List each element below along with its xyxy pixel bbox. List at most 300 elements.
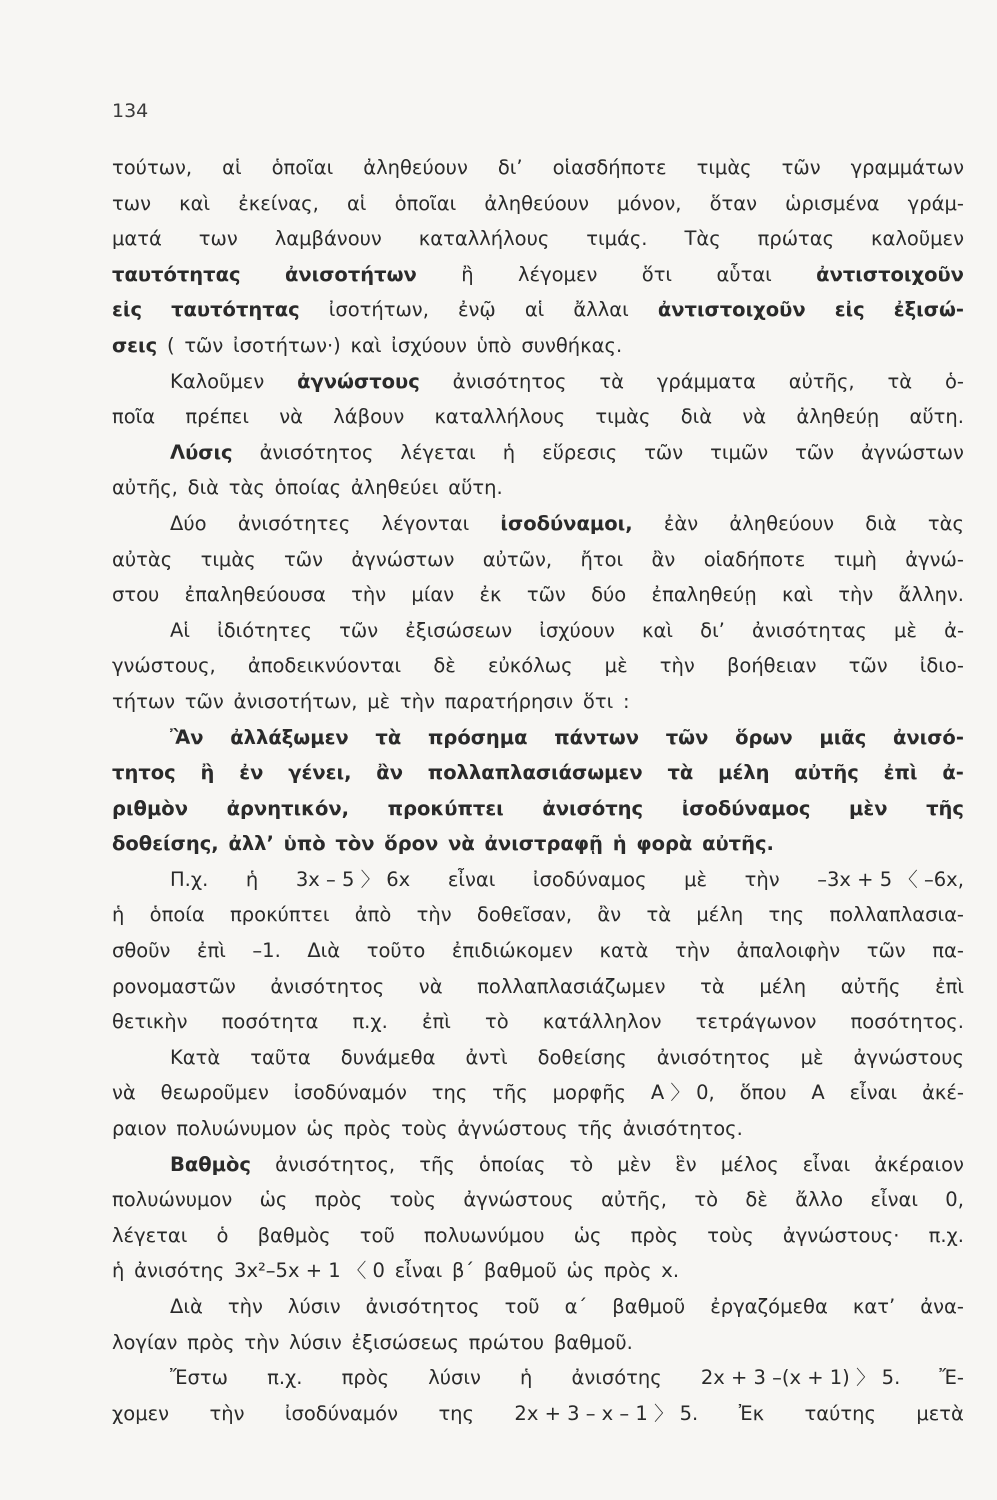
word: ἐκείνας, [238,191,319,215]
word: ἀποδεικνύονται [247,654,402,678]
word: Διὰ [170,1295,203,1318]
word: τιμὰς [696,156,752,179]
word: Βαθμὸς [170,1152,251,1176]
word: ἰσοτήτων, [328,298,429,322]
word: π.χ. [267,1366,303,1390]
word: ἰσχύουν [539,618,615,642]
word: διὰ [680,405,713,429]
word: τήτων [112,689,176,713]
word: ταυτότητας [112,262,241,286]
word: π.χ. [352,1010,388,1034]
text-line [112,648,964,684]
word: ραιον [112,1117,167,1141]
word: ἀλλ’ [228,832,274,856]
word: προκύπτει [387,796,504,820]
word: ὅπου [739,1081,787,1105]
word: ἐξισώσεων [405,618,513,642]
word: ἀπαλοιφὴν [736,939,841,963]
word: τιμάς. [586,227,648,251]
word: μέλη [718,761,770,785]
word: τὴν [659,654,695,678]
word: ὁποῖαι [271,156,334,179]
word: αὐτὰς [112,547,173,571]
word: πρώτου [468,1330,545,1354]
word: ἀκέραιον [874,1152,964,1176]
word: 0, [945,1188,964,1212]
text-line [112,577,964,613]
word: καταλλήλους [418,227,550,251]
word: τῶν [526,583,566,607]
word: ὅρων [735,725,793,749]
word: τοῦ [359,1223,395,1247]
word: γνώστους, [112,654,216,678]
word: τιμὴ [833,547,877,571]
word: της [431,1081,468,1105]
word: τοὺς [389,1188,436,1212]
text-line [112,1111,964,1147]
word: τῶν [665,725,709,749]
word: ἀνισότης [134,1259,225,1283]
word: τὴν [227,1295,263,1318]
word: ματά [112,227,162,251]
word: εἰς [834,298,865,322]
text-line [112,1040,964,1076]
word: τούτων, [112,156,193,179]
word: πρὸς [187,1330,235,1354]
word: τὴν [399,689,435,713]
word: ἐκ [479,583,502,607]
text-line [112,542,964,578]
word: μέλη [696,903,744,927]
word: κατάλληλον [542,1010,662,1034]
word: ἄλλαι [573,298,629,322]
word: πάντων [554,725,640,749]
text-line [112,862,964,898]
word: ἀντιστοιχοῦν [657,298,806,322]
text-line [112,791,964,827]
word: 3x²–5x + 1 〈 0 [234,1259,385,1283]
word: ἀλλάξωμεν [230,725,349,749]
word: πρὸς [341,1366,390,1390]
word: ἂν [651,547,676,571]
word: ἀνισότητας [752,618,867,642]
text-line [112,435,964,471]
word: προκύπτει [230,903,330,927]
word: ἀληθεύουν [729,511,835,535]
text-line [112,969,964,1005]
word: 2x + 3 –(x + 1) 〉 5. [700,1366,901,1390]
word: πολλαπλασιάσωμεν [427,761,643,785]
word: τοὺς [401,1117,448,1141]
word: ἀγνώστους· [782,1223,900,1247]
word: τὸ [484,1010,509,1034]
text-line [112,399,964,435]
word: βαθμοῦ [483,1259,557,1283]
word: ὁ [216,1223,229,1247]
word: τετράγωνον [695,1010,817,1034]
word: Καλοῦμεν [170,369,265,393]
word: ὅτι [641,262,673,286]
word: οἱασδήποτε [552,156,667,179]
word: πρὸς [630,1223,679,1247]
text-line [112,826,964,862]
word: εἶναι [447,867,496,891]
word: ἄλλην. [898,583,964,607]
word: πολυώνυμον [176,1117,297,1141]
word: αἱ [346,191,367,215]
word: δύο [591,583,627,607]
word: τὰ [646,903,672,927]
word: νὰ [448,832,475,856]
word: πρώτας [757,227,835,251]
text-line [112,1075,964,1111]
word: Αἱ [170,618,190,642]
word: τὴν [674,939,710,963]
word: τὴν [416,903,452,927]
word: μορφῆς [552,1081,626,1105]
word: γράμ- [907,191,964,215]
text-line [112,1218,964,1254]
text-line [112,1004,964,1040]
word: μὲ [367,689,391,713]
word: ἀ- [942,761,964,785]
text-line [112,186,964,222]
word: Ἔστω [170,1366,228,1390]
word: τὰ [700,974,725,998]
word: τῆς [419,1152,455,1176]
word: Ἔ- [939,1366,964,1390]
word: πολλαπλασια- [829,903,964,927]
word: χομεν [112,1401,170,1425]
word: ὡρισμένα [785,191,880,215]
word: αὕτη. [448,476,503,500]
word: ταῦτα [250,1045,311,1069]
word: ἀνισότητος. [622,1117,743,1141]
word: Τὰς [684,227,721,251]
word: ὡς [306,1117,335,1141]
word: τὰ [887,369,913,393]
word: της [438,1401,474,1425]
word: τὴν [244,1330,280,1354]
word: δοθείσης, [112,832,219,856]
word: τὸ [694,1188,719,1212]
text-line [112,1182,964,1218]
word: τῶν [339,618,379,642]
word: μιᾶς [819,725,867,749]
word: τῶν [284,547,324,571]
word: γράμματα [656,369,756,393]
word: ποσότητα [221,1010,319,1034]
word: των [112,191,151,215]
word: ἰδιο- [919,654,964,678]
word: λύσιν [287,1295,341,1318]
word: βαθμὸς [257,1223,331,1247]
word: αἱ [524,298,545,322]
word: εἶναι [394,1259,443,1283]
word: ἡ [112,1259,125,1283]
word: ἡ [245,867,259,891]
word: : [622,689,630,713]
word: δὲ [745,1188,768,1212]
text-line [112,506,964,542]
text-line [112,1289,964,1325]
word: ἀληθεύουν [363,156,468,179]
word: ἓν [675,1152,697,1176]
word: ἐξισώσεως [351,1330,459,1354]
word: μόνον, [617,191,682,215]
word: στου [112,583,160,607]
word: δυνάμεθα [340,1045,436,1069]
word: αὐτῆς, [788,369,855,393]
word: μετὰ [916,1401,964,1425]
word: σθοῦν [112,939,171,963]
word: πρόσημα [427,725,528,749]
word: ἡ [520,1366,533,1390]
word: ὑπὸ [283,832,326,856]
word: ταυτότητας [171,298,300,322]
word: μὲ [800,1045,824,1069]
word: ὡς [573,1223,602,1247]
word: λάβουν [333,405,405,429]
page-number: 134 [112,100,149,122]
word: Λύσις [170,440,233,464]
word: ὁποίας [274,476,342,500]
word: παρατήρησιν [444,689,574,713]
word: ριθμὸν [112,796,188,820]
word: ἢ [200,761,215,785]
word: τὸ [569,1152,594,1176]
word: διὰ [187,476,220,500]
word: ὡς [566,1259,595,1283]
word: μὲ [604,654,628,678]
word: ἡ [112,903,125,927]
word: καὶ [782,583,813,607]
word: ἐν [239,761,264,785]
word: –3x + 5 〈 –6x, [817,867,964,891]
word: ἀρνητικόν, [226,796,350,820]
word: τοῦτο [366,939,426,963]
word: ἢ [461,262,474,286]
text-line [112,328,964,364]
word: εὕρεσις [542,440,618,464]
word: Ἂν [170,725,204,749]
text-line [112,613,964,649]
word: ἰσχύουν [391,333,467,357]
word: τητος [112,761,176,785]
word: 2x + 3 – x – 1 〉 5. [514,1401,699,1425]
word: εἶναι [870,1188,918,1212]
word: ἡ [612,832,627,856]
word: εἶναι [849,1081,898,1105]
word: λέγεται [400,440,476,464]
word: ρονομαστῶν [112,974,236,998]
word: τοῦ [504,1295,540,1318]
word: ἐπαληθεύουσα [184,583,326,607]
word: ἤτοι [580,547,624,571]
word: μέλη [759,974,807,998]
word: τὰ [667,761,694,785]
word: τιμὰς [595,405,651,429]
word: τῶν [644,440,684,464]
word: καὶ [179,191,211,215]
word: λύσιν [428,1366,481,1390]
word: ἀγνώστων [861,440,964,464]
word: ἀνισότητος [656,1045,771,1069]
word: τὰ [375,725,402,749]
word: συνθήκας. [521,333,623,357]
word: ἀκέ- [922,1081,964,1105]
word: λύσιν [289,1330,342,1354]
word: π.χ. [928,1223,964,1247]
word: λογίαν [112,1330,178,1354]
word: αὐτῆς [794,761,859,785]
word: ἐνῷ [457,298,496,322]
word: β΄ [451,1259,475,1283]
word: λέγεται [112,1223,188,1247]
word: λαμβάνουν [274,227,382,251]
word: τῆς [492,1081,528,1105]
body-text [112,150,964,1431]
word: τὴν [838,583,874,607]
word: καὶ [350,333,382,357]
word: Διὰ [307,939,341,963]
text-line [112,364,964,400]
word: θεωροῦμεν [160,1081,269,1105]
text-line [112,1253,964,1289]
word: ὑπὸ [476,333,512,357]
word: μίαν [411,583,455,607]
text-line [112,1360,964,1396]
word: ἀνισότητος [270,974,385,998]
word: τῶν [184,689,224,713]
word: Π.χ. [170,867,209,891]
word: ἐπὶ [196,939,226,963]
word: μὲν [617,1152,652,1176]
word: τοὺς [707,1223,754,1247]
word: Ἐκ [738,1401,765,1425]
word: Κατὰ [170,1045,221,1069]
word: ἐὰν [663,511,699,535]
word: καὶ [642,618,673,642]
text-line [112,221,964,257]
text-line [112,1325,964,1361]
word: τῆς [577,1117,613,1141]
word: ταύτης [804,1401,876,1425]
word: ἡ [502,440,516,464]
word: τῶν [795,440,835,464]
word: α΄ [564,1295,588,1318]
word: τῶν [866,939,906,963]
word: ἀ- [944,618,964,642]
word: ἀγνώστους [297,369,420,393]
word: αὐτῆς, [601,1188,667,1212]
word: ἀνισότητος [452,369,567,393]
word: μὲν [849,796,888,820]
word: τὰ [599,369,624,393]
word: ὅρον [384,832,439,856]
text-line [112,257,964,293]
word: μέλος [720,1152,779,1176]
word: τὴν [209,1401,245,1425]
word: ἐπὶ [935,974,964,998]
word: ἀνισότης [571,1366,662,1390]
word: ἂν [376,761,403,785]
word: ἐπιδιώκομεν [451,939,573,963]
word: εἰς [112,298,143,322]
word: τιμὰς [200,547,256,571]
word: τὴν [744,867,780,891]
word: τὸν [335,832,375,856]
word: τὰς [927,511,964,535]
word: ἰσοτήτων·) [233,333,341,357]
word: ἐπαληθεύῃ [651,583,757,607]
word: ( [166,333,175,357]
word: ποσότητος. [850,1010,964,1034]
word: ἀνισοτήτων [284,262,417,286]
word: μὲ [893,618,917,642]
word: ἰσοδύναμος [532,867,647,891]
text-line [112,292,964,328]
word: των [198,227,238,251]
word: ἰδιότητες [217,618,312,642]
word: δοθεῖσαν, [476,903,573,927]
text-line [112,150,964,186]
word: ἀγνώστους [463,1188,574,1212]
word: τῶν [781,156,821,179]
text-line [112,933,964,969]
word: οἱαδήποτε [703,547,806,571]
word: νὰ [418,974,443,998]
word: ἀγνώστων [351,547,455,571]
word: ἰσοδύναμόν [284,1401,398,1425]
word: πρὸς [343,1117,392,1141]
word: A 〉 0, [650,1081,715,1105]
word: ὅτι [582,689,614,713]
word: εὐκόλως [487,654,573,678]
word: γραμμάτων [850,156,964,179]
word: ἀληθεύει [350,476,439,500]
word: ὁποία [149,903,205,927]
word: ἀνισό- [892,725,964,749]
word: x. [661,1259,680,1283]
word: εἶναι [802,1152,851,1176]
word: –1. [252,939,281,963]
word: ἐπὶ [883,761,918,785]
word: πολυώνυμον [112,1188,233,1212]
word: νὰ [279,405,303,429]
word: ἀγνώστους [853,1045,964,1069]
word: πρέπει [185,405,249,429]
word: ὁ- [944,369,964,393]
text-line [112,1147,964,1183]
word: αὕτη. [909,405,964,429]
word: νὰ [742,405,767,429]
text-line [112,897,964,933]
word: της [768,903,805,927]
word: πολυωνύμου [423,1223,545,1247]
word: δοθείσης [537,1045,627,1069]
word: πα- [932,939,964,963]
word: 3x – 5 〉 6x [295,867,411,891]
word: αὐτῆς. [702,832,774,856]
word: ἰσοδύναμος [681,796,811,820]
word: ἀνισότητος [259,440,374,464]
word: ἐπὶ [421,1010,451,1034]
word: πολλαπλασιάζωμεν [477,974,666,998]
word: διὰ [865,511,897,535]
word: αὐτῆς, [112,476,178,500]
word: βοήθειαν [726,654,817,678]
